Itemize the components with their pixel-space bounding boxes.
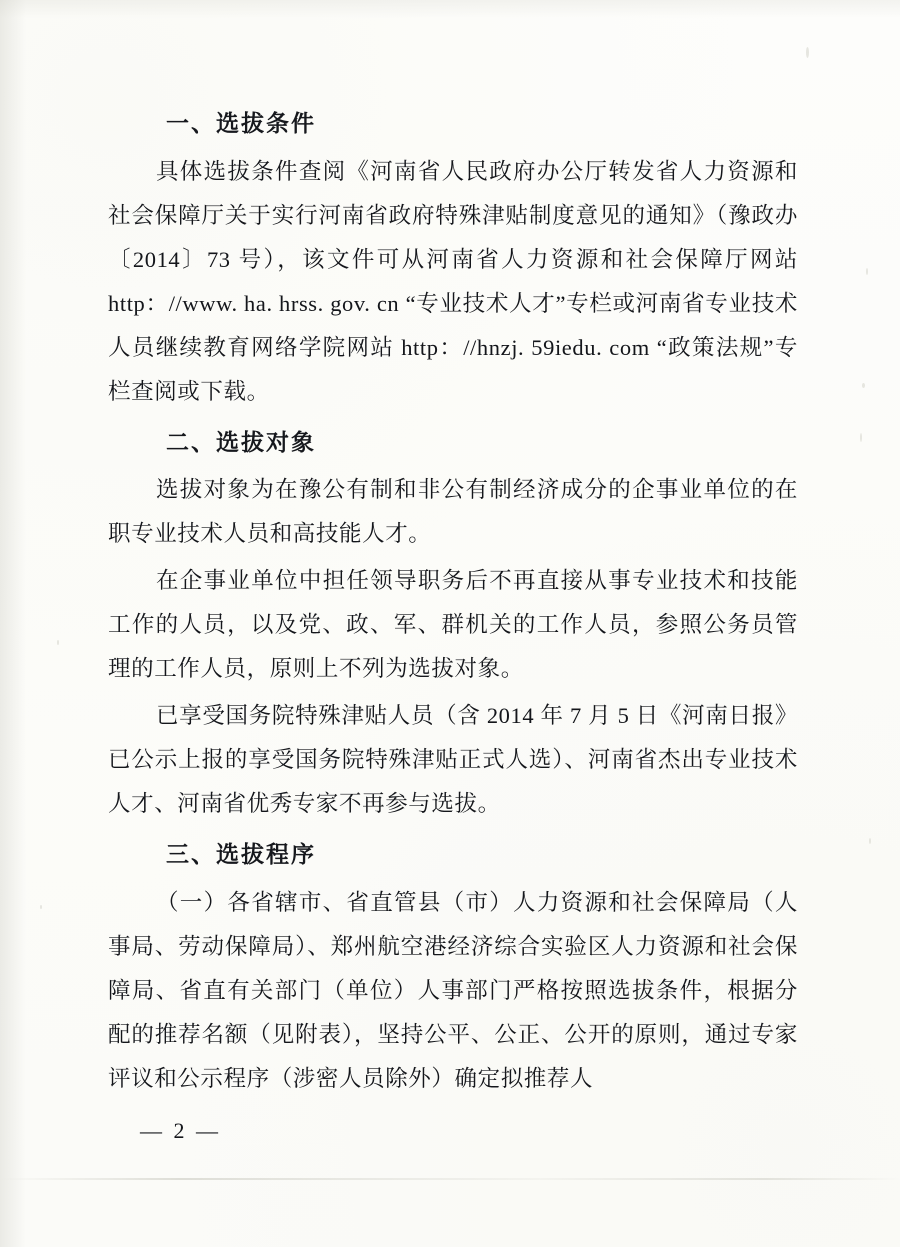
section-heading-1: 一、选拔条件 — [166, 110, 316, 136]
section-2-paragraph-1: 选拔对象为在豫公有制和非公有制经济成分的企事业单位的在职专业技术人员和高技能人才。 — [108, 477, 798, 546]
section-2-paragraph-3: 已享受国务院特殊津贴人员（含 2014 年 7 月 5 日《河南日报》已公示上报的享受国务院特殊津贴正式人选）、河南省杰出专业技术人才、河南省优秀专家不再参与选拔。 — [108, 703, 798, 816]
paper-speck — [40, 905, 42, 909]
page-edge-shadow-top — [0, 0, 900, 18]
paper-speck — [57, 640, 59, 645]
paper-fold-line — [0, 1178, 900, 1180]
page-number: — 2 — — [140, 1118, 221, 1143]
paper-speck — [866, 268, 868, 275]
document-body — [108, 106, 798, 1104]
section-heading-3: 三、选拔程序 — [166, 841, 316, 867]
paper-speck — [862, 383, 865, 388]
section-heading-2: 二、选拔对象 — [166, 428, 316, 455]
section-2-paragraph-2: 在企事业单位中担任领导职务后不再直接从事专业技术和技能工作的人员，以及党、政、军、群机关的工作人员，参照公务员管理的工作人员，原则上不列为选拔对象。 — [108, 568, 798, 681]
paper-speck — [869, 838, 871, 844]
section-1-paragraph-1: 具体选拔条件查阅《河南省人民政府办公厅转发省人力资源和社会保障厅关于实行河南省政府特殊津贴制度意见的通知》（豫政办〔2014〕73 号），该文件可从河南省人力资源和社会保障厅网站 http：//www. ha. hrss. gov. cn “专业技术人才”专栏或河南省专业技术人员继续教育网络学院网站 http：//hnzj. 59iedu. com “政策法规”专栏查阅或下载。 — [108, 158, 798, 404]
section-spacer — [108, 829, 798, 837]
paper-speck — [860, 433, 862, 442]
section-3-paragraph-1: （一）各省辖市、省直管县（市）人力资源和社会保障局（人事局、劳动保障局）、郑州航空港经济综合实验区人力资源和社会保障局、省直有关部门（单位）人事部门严格按照选拔条件，根据分配的推荐名额（见附表），坚持公平、公正、公开的原则，通过专家评议和公示程序（涉密人员除外）确定拟推荐人 — [108, 889, 798, 1091]
section-spacer — [108, 417, 798, 425]
paper-speck — [806, 47, 809, 58]
page-edge-shadow-left — [0, 0, 26, 1247]
